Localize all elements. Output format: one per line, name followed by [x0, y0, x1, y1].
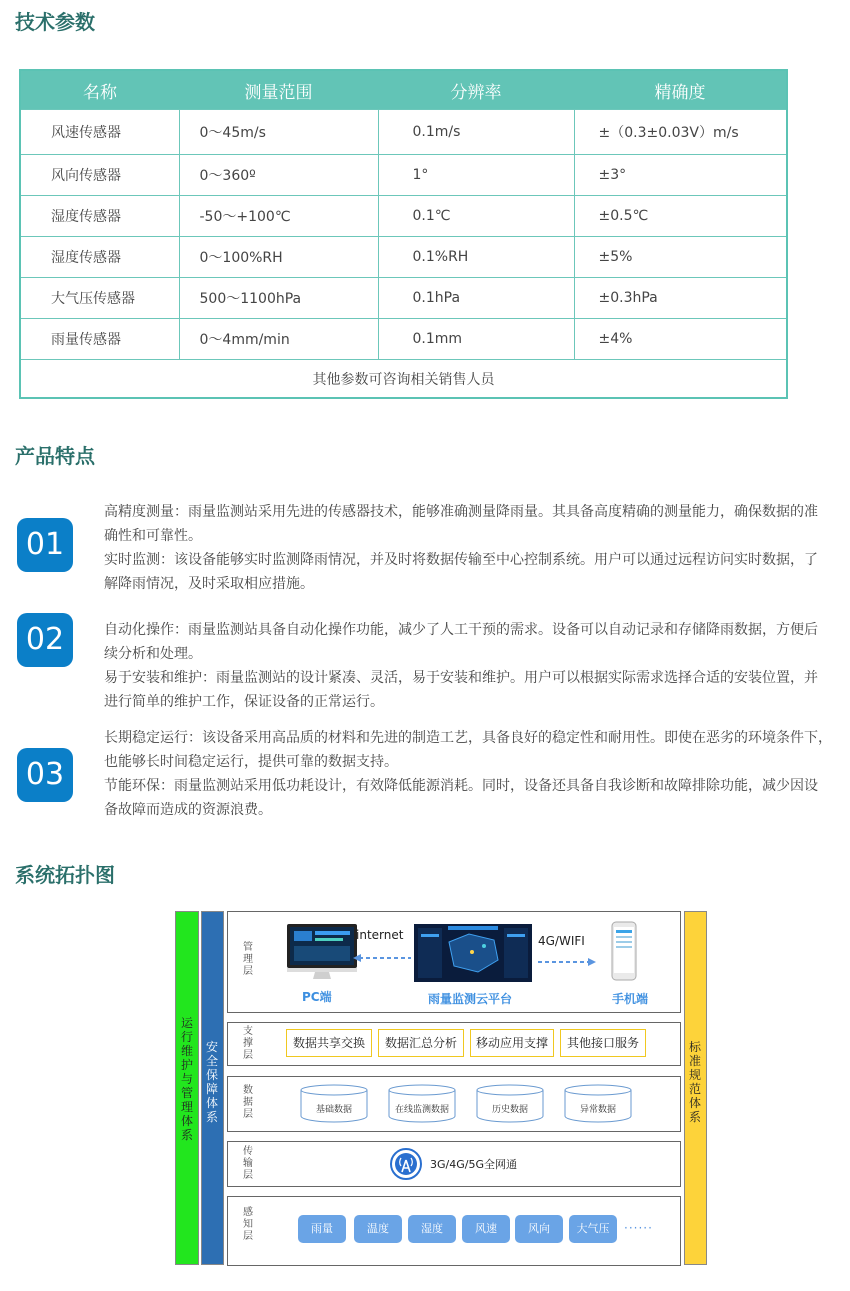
features-section-title: 产品特点: [15, 444, 95, 468]
feature-line: 确性和可靠性。: [104, 528, 202, 544]
table-row: [20, 319, 787, 360]
cell-accuracy: ±0.3hPa: [574, 278, 787, 319]
header-range: 测量范围: [179, 70, 378, 110]
layer-label: 传输层: [243, 1146, 253, 1181]
spec-section-title: 技术参数: [15, 10, 95, 34]
security-label: 安全保障体系: [205, 1040, 218, 1124]
cell-name: 湿度传感器: [20, 196, 179, 237]
support-layer: [227, 1022, 681, 1066]
topology-diagram: [175, 909, 707, 1265]
ops-management-label: 运行维护与管理体系: [180, 1016, 193, 1142]
cell-accuracy: ±3°: [574, 155, 787, 196]
sensor-pill: 大气压: [569, 1215, 617, 1243]
database-cylinder: [476, 1084, 544, 1118]
cell-accuracy: ±（0.3±0.03V）m/s: [574, 110, 787, 155]
feature-line: 实时监测：该设备能够实时监测降雨情况，并及时将数据传输至中心控制系统。用户可以通过远程访问实时数据，了: [104, 552, 818, 568]
table-note: 其他参数可咨询相关销售人员: [20, 360, 787, 399]
sensor-pill: 温度: [354, 1215, 402, 1243]
feature-number-badge: 02: [17, 613, 73, 667]
cell-name: 湿度传感器: [20, 237, 179, 278]
pc-monitor-icon: [285, 922, 359, 982]
feature-number-badge: 03: [17, 748, 73, 802]
cell-resolution: 1°: [378, 155, 574, 196]
feature-number-badge: 01: [17, 518, 73, 572]
table-row: [20, 237, 787, 278]
pc-label: PC端: [302, 990, 332, 1004]
arrow-left-icon: [353, 948, 413, 958]
sensor-pill: 风速: [462, 1215, 510, 1243]
feature-line: 自动化操作：雨量监测站具备自动化操作功能，减少了人工干预的需求。设备可以自动记录和存储降雨数据，方便后: [104, 622, 818, 638]
cell-accuracy: ±5%: [574, 237, 787, 278]
spec-table-header: [20, 70, 787, 110]
cell-name: 大气压传感器: [20, 278, 179, 319]
feature-line: 高精度测量：雨量监测站采用先进的传感器技术，能够准确测量降雨量。其具备高度精确的测量能力，确保数据的准: [104, 504, 818, 520]
network-label: 3G/4G/5G全网通: [430, 1158, 517, 1171]
table-row: [20, 196, 787, 237]
header-name: 名称: [20, 70, 179, 110]
phone-icon: [608, 920, 640, 984]
cell-resolution: 0.1hPa: [378, 278, 574, 319]
support-item: 数据汇总分析: [378, 1029, 464, 1057]
database-label: 基础数据: [315, 1105, 352, 1115]
cell-accuracy: ±4%: [574, 319, 787, 360]
platform-label: 雨量监测云平台: [428, 992, 513, 1006]
cell-resolution: 0.1mm: [378, 319, 574, 360]
topology-section-title: 系统拓扑图: [15, 863, 115, 887]
cell-name: 风速传感器: [20, 110, 179, 155]
sensing-layer: [227, 1196, 681, 1266]
feature-item-02: [15, 618, 840, 718]
layer-label: 管理层: [243, 942, 253, 977]
support-item: 移动应用支撑: [470, 1029, 554, 1057]
table-row: [20, 155, 787, 196]
sensor-pill: 湿度: [408, 1215, 456, 1243]
header-accuracy: 精确度: [574, 70, 787, 110]
signal-tower-icon: [390, 1148, 422, 1180]
layer-label: 感知层: [243, 1207, 253, 1242]
cell-resolution: 0.1%RH: [378, 237, 574, 278]
cell-range: 0～360º: [179, 155, 378, 196]
database-label: 在线监测数据: [394, 1105, 449, 1115]
table-note-row: [20, 360, 787, 399]
management-layer: [227, 911, 681, 1013]
cell-resolution: 0.1m/s: [378, 110, 574, 155]
internet-label: internet: [356, 928, 404, 942]
database-cylinder: [564, 1084, 632, 1118]
cell-accuracy: ±0.5℃: [574, 196, 787, 237]
mobile-label: 手机端: [612, 992, 649, 1006]
standards-bar: [684, 911, 707, 1265]
feature-line: 备故障而造成的资源浪费。: [104, 802, 272, 818]
cell-range: 0～100%RH: [179, 237, 378, 278]
feature-item-03: [15, 726, 840, 826]
database-label: 历史数据: [491, 1105, 528, 1115]
platform-dashboard-icon: [414, 924, 532, 982]
feature-item-01: [15, 500, 840, 600]
feature-text: [104, 618, 844, 714]
feature-line: 也能够长时间稳定运行，提供可靠的数据支持。: [104, 754, 398, 770]
arrow-right-icon: [536, 952, 596, 962]
support-item: 数据共享交换: [286, 1029, 372, 1057]
cell-resolution: 0.1℃: [378, 196, 574, 237]
feature-line: 续分析和处理。: [104, 646, 202, 662]
table-row: [20, 110, 787, 155]
cell-name: 风向传感器: [20, 155, 179, 196]
spec-table: [19, 69, 788, 399]
wireless-label: 4G/WIFI: [538, 934, 585, 948]
layer-label: 数据层: [243, 1085, 253, 1120]
data-layer: [227, 1076, 681, 1132]
sensor-pill: 雨量: [298, 1215, 346, 1243]
feature-line: 进行简单的维护工作，保证设备的正常运行。: [104, 694, 384, 710]
database-label: 异常数据: [579, 1105, 616, 1115]
feature-text: [104, 726, 844, 822]
feature-line: 节能环保：雨量监测站采用低功耗设计，有效降低能源消耗。同时，设备还具备自我诊断和故障排除功能，减少因设: [104, 778, 818, 794]
sensor-pill: 风向: [515, 1215, 563, 1243]
feature-line: 长期稳定运行：该设备采用高品质的材料和先进的制造工艺，具备良好的稳定性和耐用性。即使在恶劣的环境条件下，: [104, 730, 832, 746]
cell-range: 0～4mm/min: [179, 319, 378, 360]
feature-line: 解降雨情况，及时采取相应措施。: [104, 576, 314, 592]
feature-line: 易于安装和维护：雨量监测站的设计紧凑、灵活，易于安装和维护。用户可以根据实际需求选择合适的安装位置，并: [104, 670, 818, 686]
cell-range: 500～1100hPa: [179, 278, 378, 319]
feature-text: [104, 500, 844, 596]
header-resolution: 分辨率: [378, 70, 574, 110]
standards-label: 标准规范体系: [688, 1040, 701, 1124]
database-cylinder: [300, 1084, 368, 1118]
more-sensors-ellipsis: ······: [624, 1221, 653, 1235]
layer-label: 支撑层: [243, 1026, 253, 1061]
cell-range: -50～+100℃: [179, 196, 378, 237]
table-row: [20, 278, 787, 319]
security-bar: [201, 911, 224, 1265]
database-cylinder: [388, 1084, 456, 1118]
support-item: 其他接口服务: [560, 1029, 646, 1057]
cell-range: 0～45m/s: [179, 110, 378, 155]
cell-name: 雨量传感器: [20, 319, 179, 360]
transport-layer: [227, 1141, 681, 1187]
ops-management-bar: [175, 911, 199, 1265]
